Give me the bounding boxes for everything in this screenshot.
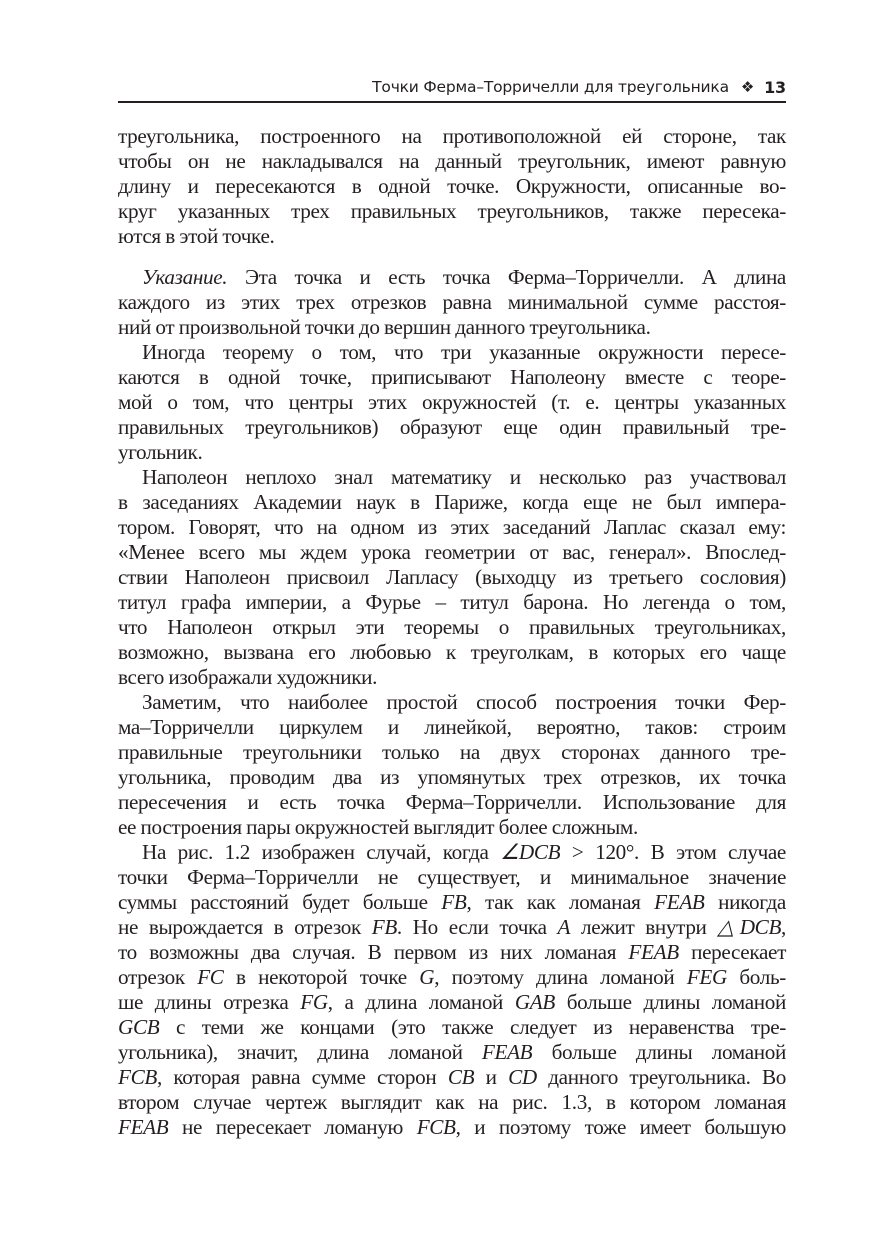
text-run: . Но если точка <box>396 915 558 939</box>
text-run: чтобы он не накладывался на данный треугольник, имеют равную <box>118 149 786 173</box>
italic-term: GCB <box>118 1015 160 1039</box>
header-rule <box>118 101 786 103</box>
text-run: правильных треугольников) образуют еще один правильный тре- <box>118 415 786 439</box>
text-line <box>118 465 786 490</box>
running-title: Точки Ферма–Торричелли для треугольника <box>372 78 729 96</box>
text-line <box>118 1040 786 1065</box>
text-run: , поэтому длина ломаной <box>434 965 687 989</box>
text-run: в некоторой точке <box>223 965 420 989</box>
paragraph-p6 <box>118 840 786 1140</box>
page-number: 13 <box>764 77 786 97</box>
text-run: угольник. <box>118 440 203 464</box>
text-line <box>118 565 786 590</box>
text-line <box>118 540 786 565</box>
text-run: круг указанных трех правильных треугольников, также пересека- <box>118 199 786 223</box>
text-run: каются в одной точке, приписывают Наполеону вместе с теоре- <box>118 365 786 389</box>
italic-term: ∠DCB <box>500 840 561 864</box>
text-run: Иногда теорему о том, что три указанные окружности пересе- <box>142 340 786 364</box>
text-line <box>118 224 786 249</box>
italic-term: Указание. <box>142 265 228 289</box>
text-line <box>118 1115 786 1140</box>
text-run: и <box>474 1065 509 1089</box>
text-run: что Наполеон открыл эти теоремы о правильных треугольниках, <box>118 615 786 639</box>
text-run: Наполеон неплохо знал математику и несколько раз участвовал <box>142 465 786 489</box>
italic-term: A <box>557 915 571 939</box>
text-line <box>118 515 786 540</box>
running-head <box>118 74 786 100</box>
paragraph-p2 <box>118 265 786 340</box>
text-line <box>118 915 786 940</box>
text-line <box>118 124 786 149</box>
text-run: ше длины отрезка <box>118 990 301 1014</box>
text-run: то возможны два случая. В первом из них ломаная <box>118 940 629 964</box>
text-line <box>118 740 786 765</box>
text-line <box>118 290 786 315</box>
italic-term: GAB <box>514 990 555 1014</box>
text-line <box>118 1065 786 1090</box>
four-diamond-ornament-icon: ❖ <box>740 77 755 96</box>
text-run: возможно, вызвана его любовью к треуголкам, в которых его чаще <box>118 640 786 664</box>
italic-term: CD <box>508 1065 537 1089</box>
text-run: , которая равна сумме сторон <box>156 1065 448 1089</box>
text-line <box>118 149 786 174</box>
text-run: пересекает <box>678 940 786 964</box>
text-run: правильные треугольники только на двух сторонах данного тре- <box>118 740 786 764</box>
text-run: всего изображали художники. <box>118 665 378 689</box>
text-line <box>118 840 786 865</box>
body-text <box>118 124 786 1140</box>
text-run: , а длина ломаной <box>327 990 515 1014</box>
text-line <box>118 715 786 740</box>
text-line <box>118 265 786 290</box>
text-line <box>118 1090 786 1115</box>
text-run: втором случае чертеж выглядит как на рис. 1.3, в котором ломаная <box>118 1090 786 1114</box>
italic-term: FEAB <box>654 890 705 914</box>
text-run: отрезок <box>118 965 198 989</box>
paragraph-p3 <box>118 340 786 465</box>
text-run: тором. Говорят, что на одном из этих заседаний Лаплас сказал ему: <box>118 515 786 539</box>
text-run: На рис. 1.2 изображен случай, когда <box>142 840 501 864</box>
paragraph-p1 <box>118 124 786 249</box>
text-line <box>118 440 786 465</box>
italic-term: FG <box>300 990 328 1014</box>
italic-term: FEAB <box>628 940 679 964</box>
text-run: титул графа империи, а Фурье – титул барона. Но легенда о том, <box>118 590 786 614</box>
text-run: ются в этой точке. <box>118 224 275 248</box>
text-run: ма–Торричелли циркулем и линейкой, вероятно, таков: строим <box>118 715 786 739</box>
text-run: ствии Наполеон присвоил Лапласу (выходцу из третьего сословия) <box>118 565 786 589</box>
text-run: суммы расстояний будет больше <box>118 890 442 914</box>
text-run: > 120°. В этом случае <box>560 840 786 864</box>
text-run: , и поэтому тоже имеет большую <box>455 1115 786 1139</box>
text-run: данного треугольника. Во <box>536 1065 786 1089</box>
text-line <box>118 765 786 790</box>
text-line <box>118 665 786 690</box>
text-line <box>118 199 786 224</box>
text-line <box>118 640 786 665</box>
paragraph-gap <box>118 249 786 265</box>
paragraph-p4 <box>118 465 786 690</box>
text-run: не вырождается в отрезок <box>118 915 372 939</box>
text-line <box>118 590 786 615</box>
text-run: угольника), значит, длина ломаной <box>118 1040 482 1064</box>
text-run: каждого из этих трех отрезков равна минимальной сумме расстоя- <box>118 290 786 314</box>
text-line <box>118 340 786 365</box>
italic-term: FCB <box>118 1065 157 1089</box>
text-run: ний от произвольной точки до вершин данного треугольника. <box>118 315 651 339</box>
text-run: никогда <box>704 890 786 914</box>
italic-term: FC <box>197 965 224 989</box>
text-line <box>118 615 786 640</box>
text-line <box>118 865 786 890</box>
text-run: с теми же концами (это также следует из неравенства тре- <box>159 1015 786 1039</box>
text-line <box>118 390 786 415</box>
text-run: «Менее всего мы ждем урока геометрии от вас, генерал». Впослед- <box>118 540 786 564</box>
text-line <box>118 174 786 199</box>
text-line <box>118 990 786 1015</box>
text-run: не пересекает ломаную <box>168 1115 417 1139</box>
italic-term: FCB <box>416 1115 456 1139</box>
text-line <box>118 1015 786 1040</box>
text-line <box>118 940 786 965</box>
text-line <box>118 965 786 990</box>
text-run: ее построения пары окружностей выглядит более сложным. <box>118 815 638 839</box>
text-run: Заметим, что наиболее простой способ построения точки Фер- <box>142 690 786 714</box>
italic-term: FB <box>371 915 397 939</box>
text-line <box>118 365 786 390</box>
italic-term: △DCB <box>717 915 782 939</box>
text-run: боль- <box>726 965 786 989</box>
text-line <box>118 890 786 915</box>
text-line <box>118 490 786 515</box>
italic-term: FEAB <box>481 1040 533 1064</box>
text-run: длину и пересекаются в одной точке. Окружности, описанные во- <box>118 174 786 198</box>
text-run: точки Ферма–Торричелли не существует, и минимальное значение <box>118 865 786 889</box>
paragraph-p5 <box>118 690 786 840</box>
text-line <box>118 815 786 840</box>
text-line <box>118 415 786 440</box>
text-run: в заседаниях Академии наук в Париже, когда еще не был импера- <box>118 490 786 514</box>
text-run: больше длины ломаной <box>532 1040 786 1064</box>
text-run: мой о том, что центры этих окружностей (т. е. центры указанных <box>118 390 786 414</box>
text-run: больше длины ломаной <box>554 990 786 1014</box>
text-run: , <box>781 915 786 939</box>
italic-term: FB <box>441 890 467 914</box>
italic-term: G <box>419 965 435 989</box>
text-run: Эта точка и есть точка Ферма–Торричелли. А длина <box>227 265 786 289</box>
text-run: треугольника, построенного на противоположной ей стороне, так <box>118 124 786 148</box>
text-line <box>118 790 786 815</box>
text-run: угольника, проводим два из упомянутых трех отрезков, их точка <box>118 765 786 789</box>
italic-term: FEAB <box>118 1115 169 1139</box>
text-run: лежит внутри <box>570 915 718 939</box>
italic-term: FEG <box>686 965 727 989</box>
text-line <box>118 690 786 715</box>
text-line <box>118 315 786 340</box>
italic-term: CB <box>447 1065 475 1089</box>
text-run: пересечения и есть точка Ферма–Торричелли. Использование для <box>118 790 786 814</box>
text-run: , так как ломаная <box>466 890 655 914</box>
